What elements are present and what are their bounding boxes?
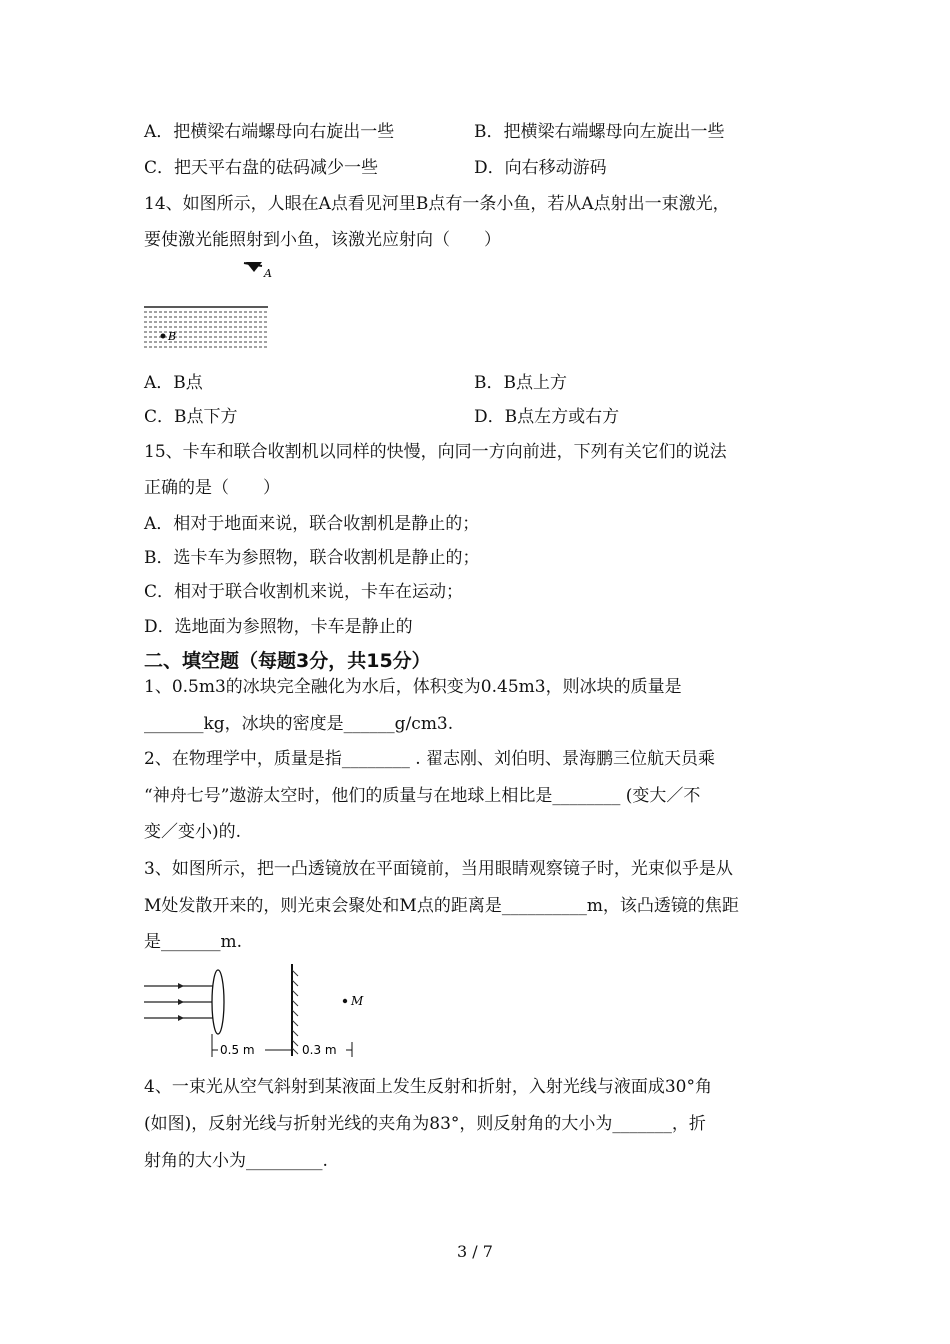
q14-label-b: B xyxy=(168,330,177,343)
q13-option-d: D．向右移动游码 xyxy=(474,158,607,178)
fill2-line3: 变／变小)的. xyxy=(144,822,242,842)
q13-option-b: B．把横梁右端螺母向左旋出一些 xyxy=(474,122,725,142)
q14-stem-line2: 要使激光能照射到小鱼，该激光应射向（ ） xyxy=(144,230,501,250)
q15-option-a: A．相对于地面来说，联合收割机是静止的； xyxy=(144,514,480,534)
q15-stem-line2: 正确的是（ ） xyxy=(144,478,280,498)
q13-option-c: C．把天平右盘的砝码减少一些 xyxy=(144,158,379,178)
fish-point-b xyxy=(161,334,166,339)
fill1-line1: 1、0.5m3的冰块完全融化为水后，体积变为0.45m3，则冰块的质量是 xyxy=(144,677,682,697)
fill4-line2: (如图)，反射光线与折射光线的夹角为83°，则反射角的大小为_______，折 xyxy=(144,1114,706,1134)
q15-option-d: D．选地面为参照物，卡车是静止的 xyxy=(144,617,413,637)
q14-stem-line1: 14、如图所示，人眼在A点看见河里B点有一条小鱼，若从A点射出一束激光， xyxy=(144,194,730,214)
eye-icon xyxy=(244,262,262,272)
plane-mirror xyxy=(292,964,298,1056)
lens-mirror-figure xyxy=(140,962,365,1060)
fill1-line2: _______kg，冰块的密度是______g/cm3. xyxy=(144,714,454,734)
distance-lens-mirror: 0.5 m xyxy=(220,1043,255,1057)
q13-option-a: A．把横梁右端螺母向右旋出一些 xyxy=(144,122,395,142)
q14-label-a: A xyxy=(264,267,272,280)
fill3-line2: M处发散开来的，则光束会聚处和M点的距离是__________m，该凸透镜的焦距 xyxy=(144,896,739,916)
q14-option-b: B．B点上方 xyxy=(474,373,567,393)
fill4-line3: 射角的大小为_________. xyxy=(144,1151,328,1171)
label-m: M xyxy=(351,994,364,1008)
fill4-line1: 4、一束光从空气斜射到某液面上发生反射和折射，入射光线与液面成30°角 xyxy=(144,1077,712,1097)
fill2-line2: “神舟七号”遨游太空时，他们的质量与在地球上相比是________ (变大／不 xyxy=(144,786,701,806)
section-title: 二、填空题（每题3分，共15分） xyxy=(144,650,431,672)
fill3-line1: 3、如图所示，把一凸透镜放在平面镜前，当用眼睛观察镜子时，光束似乎是从 xyxy=(144,859,733,879)
q15-option-c: C．相对于联合收割机来说，卡车在运动； xyxy=(144,582,464,602)
convex-lens xyxy=(212,970,224,1034)
q14-option-c: C．B点下方 xyxy=(144,407,238,427)
water-surface xyxy=(144,307,268,347)
q15-option-b: B．选卡车为参照物，联合收割机是静止的； xyxy=(144,548,480,568)
q14-option-d: D．B点左方或右方 xyxy=(474,407,620,427)
fill2-line1: 2、在物理学中，质量是指________ . 翟志刚、刘伯明、景海鹏三位航天员乘 xyxy=(144,749,716,769)
q14-option-a: A．B点 xyxy=(144,373,203,393)
point-m xyxy=(343,999,347,1003)
page-number: 3 / 7 xyxy=(457,1242,493,1261)
fill3-line3: 是_______m. xyxy=(144,932,243,952)
q15-stem-line1: 15、卡车和联合收割机以同样的快慢，向同一方向前进，下列有关它们的说法 xyxy=(144,442,727,462)
q14-figure xyxy=(140,256,275,352)
distance-mirror-m: 0.3 m xyxy=(302,1043,337,1057)
